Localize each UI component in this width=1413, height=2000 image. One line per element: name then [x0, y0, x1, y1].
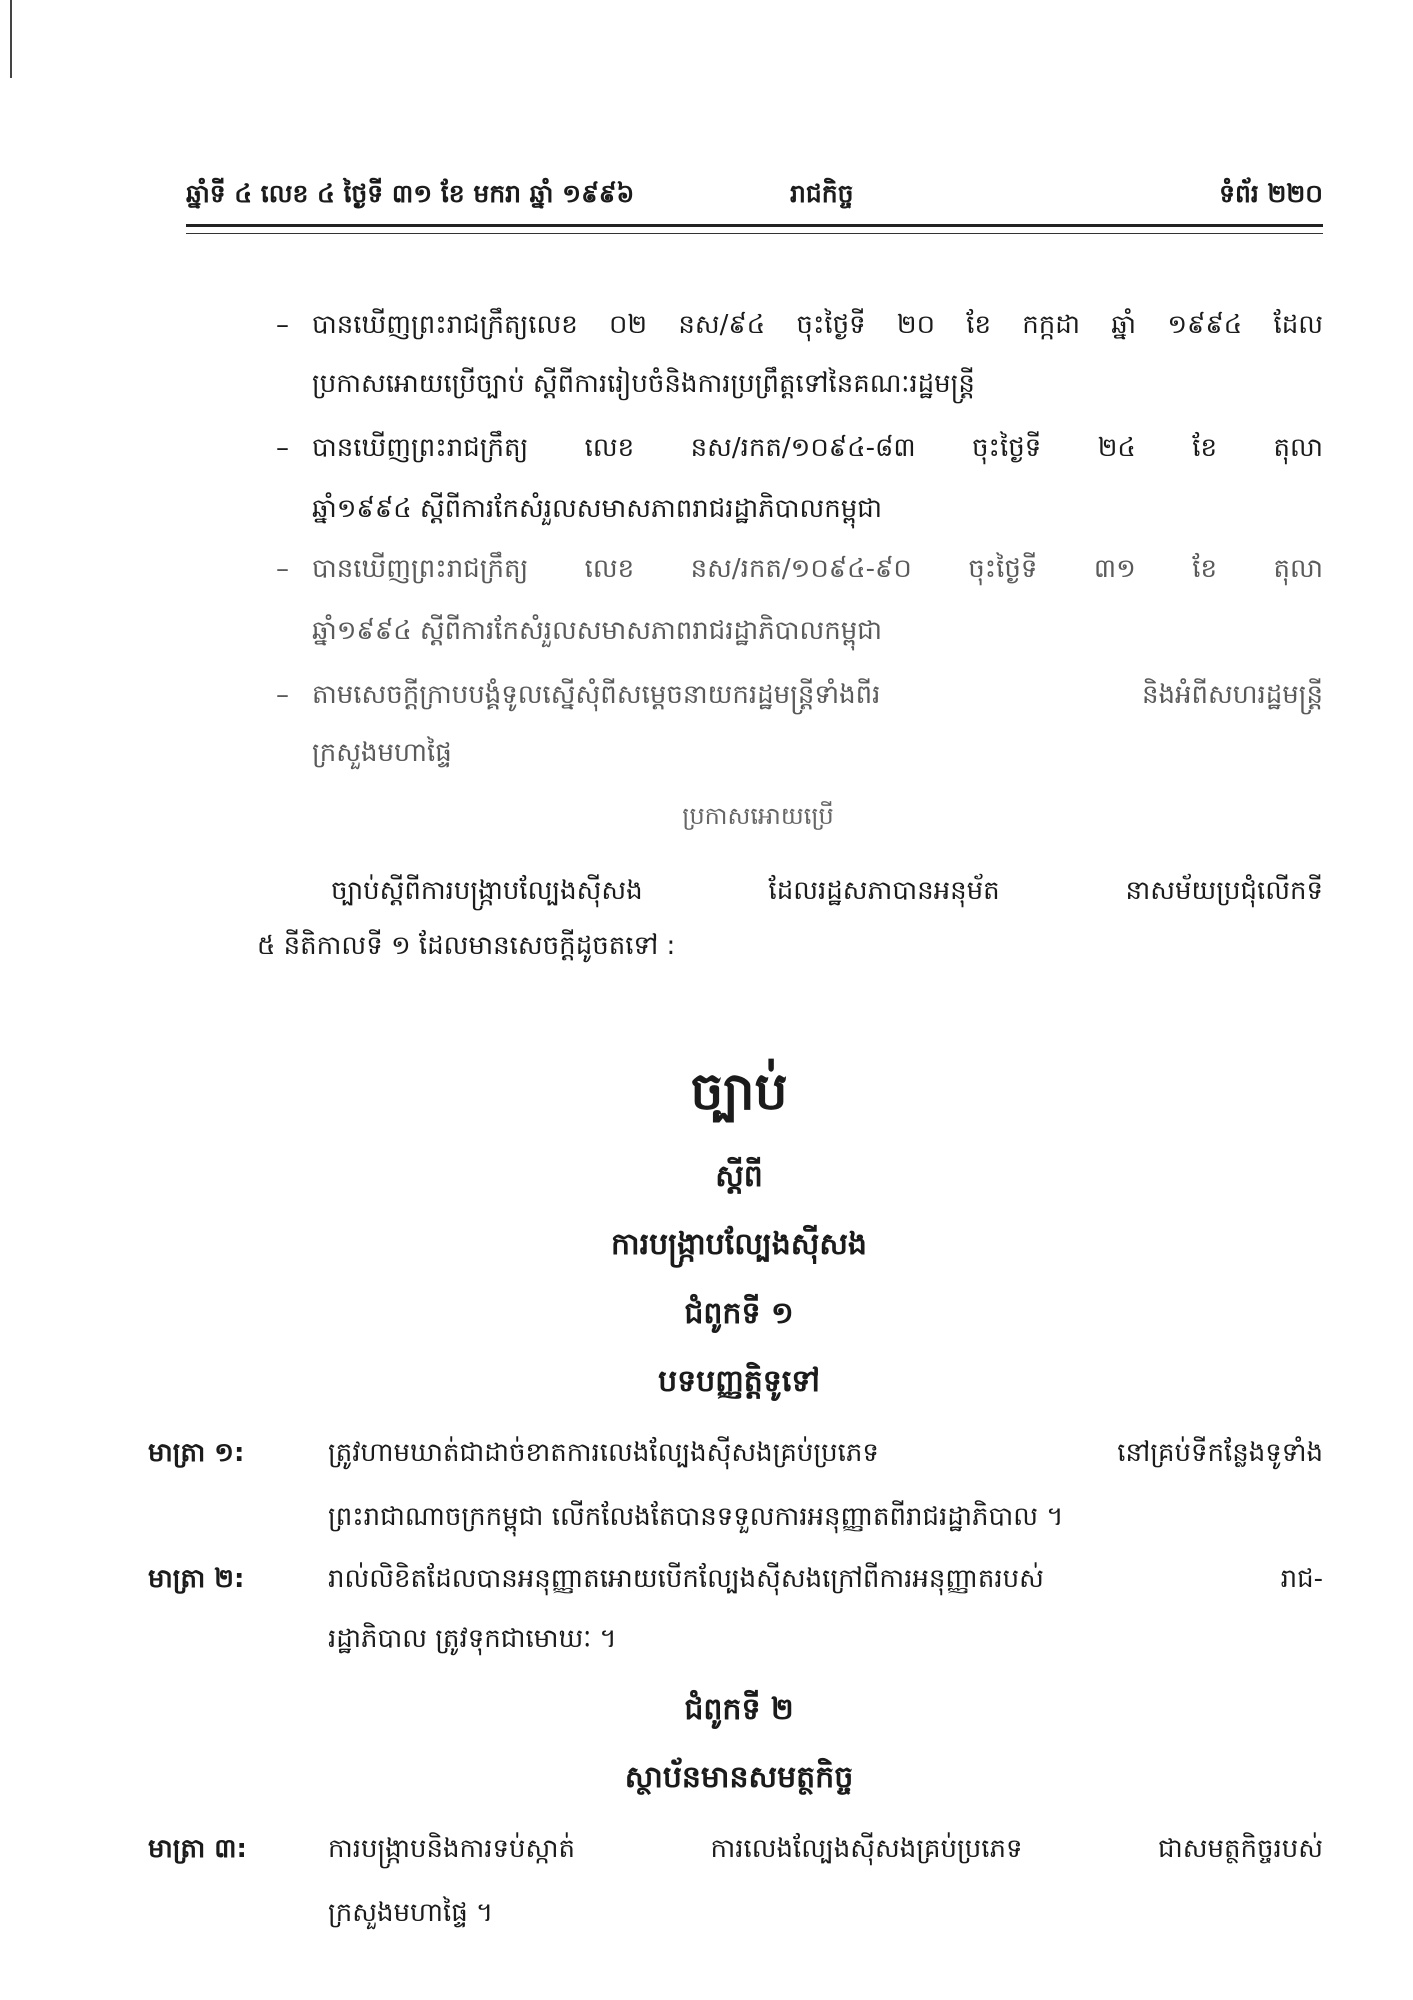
law-title: ច្បាប់ — [690, 1062, 788, 1122]
article-1-line-2: ព្រះរាជាណាចក្រកម្ពុជា លើកលែងតែបានទទួលការអនុញ្ញាតពីរាជរដ្ឋាភិបាល ។ — [328, 1502, 1064, 1532]
header-rule-thick — [186, 224, 1323, 227]
header-rule-thin — [186, 233, 1323, 234]
header-publication: រាជកិច្ច — [790, 179, 854, 208]
preamble-item-4-line-1: តាមសេចក្តីក្រាបបង្គំទូលស្នើសុំពីសម្តេចនាយករដ្ឋមន្ត្រីទាំងពីរ និងអំពីសហរដ្ឋមន្ត្រី — [312, 680, 1323, 710]
chapter-1-label: ជំពូកទី ១ — [684, 1296, 794, 1331]
header-issue: ឆ្នាំទី ៤ លេខ ៤ ថ្ងៃទី ៣១ ខែ មករា ឆ្នាំ ១៩៩៦ — [186, 179, 635, 208]
scan-edge-line — [10, 0, 12, 78]
preamble-item-3-line-2: ឆ្នាំ១៩៩៤ ស្តីពីការកែសំរួលសមាសភាពរាជរដ្ឋាភិបាលកម្ពុជា — [312, 616, 883, 646]
article-3-line-2: ក្រសួងមហាផ្ទៃ ។ — [328, 1898, 494, 1928]
preamble-item-4-line-2: ក្រសួងមហាផ្ទៃ — [312, 738, 452, 768]
preamble-dash: – — [276, 554, 289, 584]
article-1-line-1: ត្រូវហាមឃាត់ជាដាច់ខាតការលេងល្បែងស៊ីសងគ្រប់ប្រភេទ នៅគ្រប់ទីកន្លែងទូទាំង — [328, 1438, 1323, 1468]
chapter-1-heading: បទបញ្ញត្តិទូទៅ — [658, 1364, 820, 1399]
law-title-about: ស្តីពី — [715, 1159, 763, 1194]
chapter-2-heading: ស្ថាប័នមានសមត្ថកិច្ច — [624, 1760, 854, 1795]
article-2-line-1: រាល់លិខិតដែលបានអនុញ្ញាតអោយបើកល្បែងស៊ីសងក្រៅពីការអនុញ្ញាតរបស់ រាជ- — [328, 1564, 1323, 1594]
proclamation-heading: ប្រកាសអោយប្រើ — [682, 802, 834, 830]
preamble-item-2-line-2: ឆ្នាំ១៩៩៤ ស្តីពីការកែសំរួលសមាសភាពរាជរដ្ឋាភិបាលកម្ពុជា — [312, 494, 883, 524]
article-3-line-1: ការបង្ក្រាបនិងការទប់ស្កាត់ ការលេងល្បែងស៊ីសងគ្រប់ប្រភេទ ជាសមត្ថកិច្ចរបស់ — [328, 1834, 1323, 1864]
law-title-subject: ការបង្ក្រាបល្បែងស៊ីសង — [611, 1227, 867, 1262]
article-2-label: មាត្រា ២: — [148, 1564, 245, 1594]
preamble-item-1-line-2: ប្រកាសអោយប្រើច្បាប់ ស្តីពីការរៀបចំនិងការប្រព្រឹត្តទៅនៃគណៈរដ្ឋមន្ត្រី — [312, 369, 975, 399]
preamble-item-1-line-1: បានឃើញព្រះរាជក្រឹត្យលេខ ០២ នស/៩៤ ចុះថ្ងៃទី ២០ ខែ កក្កដា ឆ្នាំ ១៩៩៤ ដែល — [312, 310, 1323, 340]
preamble-dash: – — [276, 310, 289, 340]
intro-line-2: ៥ នីតិកាលទី ១ ដែលមានសេចក្តីដូចតទៅ : — [257, 931, 676, 961]
header-page-number: ទំព័រ ២២០ — [1219, 179, 1323, 208]
article-2-line-2: រដ្ឋាភិបាល ត្រូវទុកជាមោឃៈ ។ — [328, 1624, 617, 1654]
article-3-label: មាត្រា ៣: — [148, 1834, 247, 1864]
preamble-item-3-line-1: បានឃើញព្រះរាជក្រឹត្យ លេខ នស/រកត/១០៩៤-៩០ ចុះថ្ងៃទី ៣១ ខែ តុលា — [312, 554, 1323, 584]
article-1-label: មាត្រា ១: — [148, 1438, 245, 1468]
intro-line-1: ច្បាប់ស្តីពីការបង្ក្រាបល្បែងស៊ីសង ដែលរដ្ឋសភាបានអនុម័ត នាសម័យប្រជុំលើកទី — [331, 876, 1323, 906]
preamble-item-2-line-1: បានឃើញព្រះរាជក្រឹត្យ លេខ នស/រកត/១០៩៤-៨៣ ចុះថ្ងៃទី ២៤ ខែ តុលា — [312, 433, 1323, 463]
chapter-2-label: ជំពូកទី ២ — [684, 1692, 794, 1727]
preamble-dash: – — [276, 680, 289, 710]
preamble-dash: – — [276, 433, 289, 463]
